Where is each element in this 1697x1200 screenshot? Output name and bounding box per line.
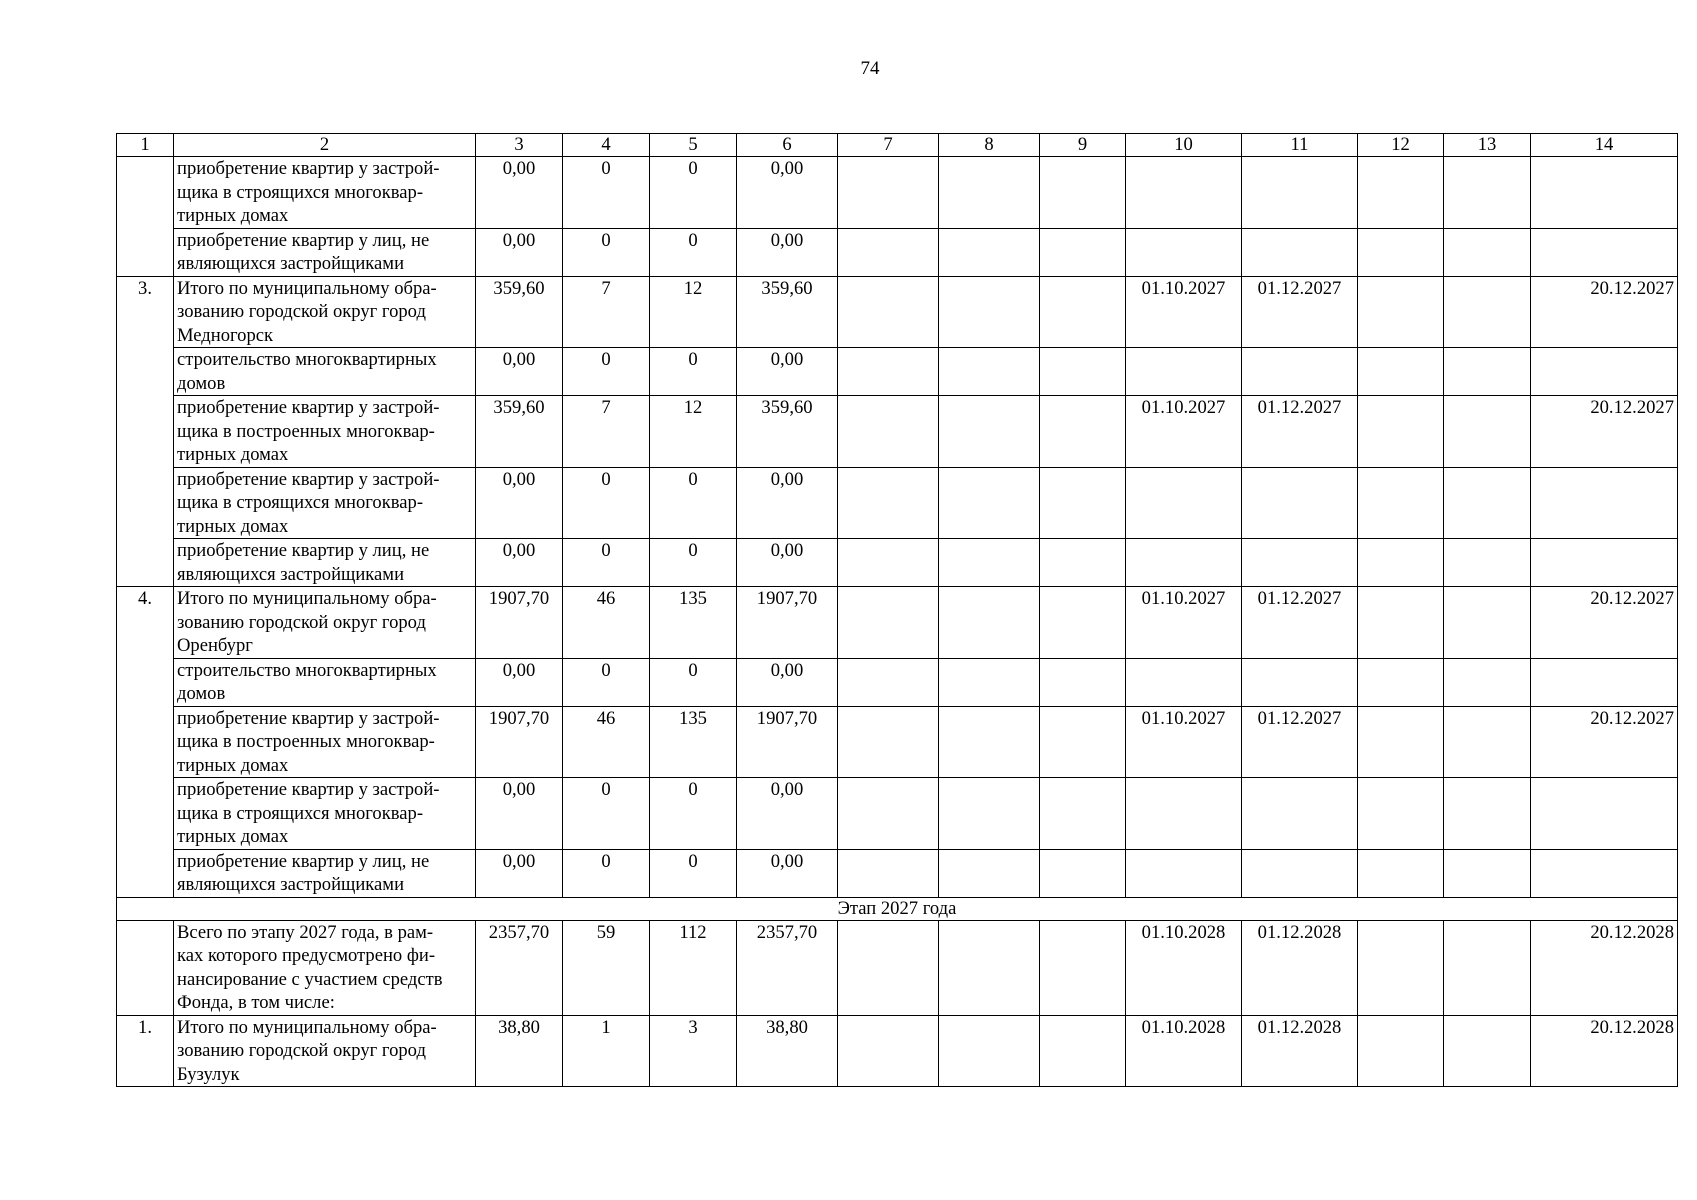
table-row [117,706,1678,778]
cell-col5: 135 [650,587,737,659]
cell-col7 [838,348,939,396]
table-row [117,658,1678,706]
row-description: Итого по муниципальному обра- зованию городской округ город Медногорск [174,276,476,348]
cell-col9 [1040,157,1126,229]
cell-col14 [1531,658,1678,706]
cell-col11 [1242,348,1358,396]
table-row [117,1015,1678,1087]
cell-col13 [1444,587,1531,659]
cell-col4: 7 [563,396,650,468]
cell-col8 [939,587,1040,659]
cell-col8 [939,706,1040,778]
cell-col4: 7 [563,276,650,348]
row-number-cell: 3. [117,276,174,587]
cell-col8 [939,1015,1040,1087]
cell-col9 [1040,348,1126,396]
cell-col13 [1444,467,1531,539]
cell-col5: 0 [650,467,737,539]
table-row [117,228,1678,276]
cell-col8 [939,539,1040,587]
cell-col8 [939,778,1040,850]
cell-col11: 01.12.2028 [1242,1015,1358,1087]
row-number-cell [117,920,174,1015]
row-description: Итого по муниципальному обра- зованию городской округ город Бузулук [174,1015,476,1087]
cell-col10: 01.10.2027 [1126,706,1242,778]
cell-col12 [1358,228,1444,276]
row-number-cell: 4. [117,587,174,898]
cell-col11 [1242,778,1358,850]
cell-col11: 01.12.2028 [1242,920,1358,1015]
cell-col8 [939,467,1040,539]
row-description: приобретение квартир у застрой- щика в строящихся многоквар- тирных домах [174,157,476,229]
cell-col3: 0,00 [476,157,563,229]
cell-col7 [838,539,939,587]
cell-col13 [1444,658,1531,706]
cell-col12 [1358,920,1444,1015]
cell-col13 [1444,1015,1531,1087]
table-row [117,348,1678,396]
cell-col10 [1126,157,1242,229]
cell-col3: 0,00 [476,778,563,850]
cell-col10 [1126,467,1242,539]
row-description: строительство многоквартирных домов [174,348,476,396]
cell-col6: 0,00 [737,539,838,587]
cell-col7 [838,849,939,897]
table-row [117,467,1678,539]
col-header-2: 2 [174,134,476,157]
cell-col7 [838,706,939,778]
cell-col3: 2357,70 [476,920,563,1015]
cell-col5: 135 [650,706,737,778]
cell-col3: 0,00 [476,228,563,276]
cell-col14: 20.12.2027 [1531,706,1678,778]
cell-col13 [1444,920,1531,1015]
cell-col14 [1531,348,1678,396]
cell-col4: 0 [563,849,650,897]
cell-col13 [1444,706,1531,778]
cell-col14: 20.12.2027 [1531,587,1678,659]
cell-col5: 112 [650,920,737,1015]
cell-col7 [838,1015,939,1087]
cell-col7 [838,778,939,850]
cell-col11 [1242,157,1358,229]
cell-col8 [939,849,1040,897]
cell-col3: 0,00 [476,539,563,587]
cell-col5: 0 [650,539,737,587]
table-row [117,396,1678,468]
col-header-8: 8 [939,134,1040,157]
cell-col13 [1444,539,1531,587]
cell-col6: 2357,70 [737,920,838,1015]
cell-col12 [1358,1015,1444,1087]
cell-col10 [1126,849,1242,897]
cell-col12 [1358,157,1444,229]
cell-col4: 0 [563,348,650,396]
cell-col12 [1358,539,1444,587]
cell-col3: 1907,70 [476,587,563,659]
cell-col9 [1040,396,1126,468]
cell-col11 [1242,228,1358,276]
cell-col11 [1242,658,1358,706]
cell-col6: 38,80 [737,1015,838,1087]
cell-col5: 12 [650,396,737,468]
cell-col12 [1358,658,1444,706]
cell-col11: 01.12.2027 [1242,396,1358,468]
table-row [117,276,1678,348]
cell-col10 [1126,658,1242,706]
cell-col13 [1444,778,1531,850]
cell-col14: 20.12.2027 [1531,276,1678,348]
row-number-cell: 1. [117,1015,174,1087]
cell-col13 [1444,396,1531,468]
table-row [117,587,1678,659]
cell-col8 [939,157,1040,229]
cell-col9 [1040,658,1126,706]
cell-col4: 59 [563,920,650,1015]
cell-col11: 01.12.2027 [1242,587,1358,659]
cell-col3: 359,60 [476,396,563,468]
cell-col9 [1040,920,1126,1015]
col-header-12: 12 [1358,134,1444,157]
col-header-3: 3 [476,134,563,157]
cell-col7 [838,396,939,468]
cell-col10: 01.10.2027 [1126,396,1242,468]
row-number-cell [117,157,174,277]
cell-col11: 01.12.2027 [1242,276,1358,348]
cell-col13 [1444,228,1531,276]
table-row [117,157,1678,229]
cell-col9 [1040,849,1126,897]
cell-col12 [1358,849,1444,897]
col-header-9: 9 [1040,134,1126,157]
column-number-header-row [117,134,1678,157]
cell-col4: 0 [563,539,650,587]
cell-col7 [838,157,939,229]
cell-col3: 1907,70 [476,706,563,778]
housing-program-table [116,133,1678,1087]
col-header-7: 7 [838,134,939,157]
page-number: 74 [860,58,880,79]
cell-col13 [1444,157,1531,229]
cell-col6: 0,00 [737,658,838,706]
cell-col11 [1242,849,1358,897]
cell-col8 [939,658,1040,706]
cell-col5: 12 [650,276,737,348]
cell-col11: 01.12.2027 [1242,706,1358,778]
stage-row [117,897,1678,920]
row-description: приобретение квартир у лиц, не являющихся застройщиками [174,228,476,276]
col-header-14: 14 [1531,134,1678,157]
cell-col6: 0,00 [737,467,838,539]
cell-col14 [1531,467,1678,539]
row-description: приобретение квартир у лиц, не являющихся застройщиками [174,849,476,897]
cell-col14 [1531,157,1678,229]
cell-col5: 0 [650,778,737,850]
cell-col11 [1242,467,1358,539]
cell-col9 [1040,587,1126,659]
cell-col13 [1444,348,1531,396]
cell-col4: 1 [563,1015,650,1087]
cell-col12 [1358,706,1444,778]
row-description: приобретение квартир у лиц, не являющихся застройщиками [174,539,476,587]
cell-col6: 359,60 [737,276,838,348]
table-row [117,849,1678,897]
cell-col9 [1040,706,1126,778]
cell-col12 [1358,396,1444,468]
cell-col8 [939,276,1040,348]
cell-col13 [1444,849,1531,897]
cell-col10: 01.10.2028 [1126,920,1242,1015]
cell-col6: 0,00 [737,228,838,276]
cell-col5: 0 [650,658,737,706]
cell-col6: 0,00 [737,348,838,396]
col-header-11: 11 [1242,134,1358,157]
cell-col7 [838,467,939,539]
col-header-5: 5 [650,134,737,157]
col-header-10: 10 [1126,134,1242,157]
cell-col8 [939,920,1040,1015]
col-header-13: 13 [1444,134,1531,157]
cell-col5: 0 [650,157,737,229]
cell-col12 [1358,467,1444,539]
cell-col14: 20.12.2028 [1531,1015,1678,1087]
cell-col11 [1242,539,1358,587]
cell-col10 [1126,348,1242,396]
cell-col6: 1907,70 [737,706,838,778]
cell-col12 [1358,778,1444,850]
cell-col5: 0 [650,348,737,396]
cell-col8 [939,348,1040,396]
cell-col6: 0,00 [737,778,838,850]
row-description: Итого по муниципальному обра- зованию городской округ город Оренбург [174,587,476,659]
cell-col6: 1907,70 [737,587,838,659]
cell-col14 [1531,228,1678,276]
cell-col10: 01.10.2027 [1126,587,1242,659]
cell-col4: 46 [563,587,650,659]
cell-col12 [1358,587,1444,659]
cell-col10 [1126,778,1242,850]
cell-col3: 0,00 [476,467,563,539]
cell-col3: 38,80 [476,1015,563,1087]
cell-col7 [838,658,939,706]
cell-col4: 0 [563,228,650,276]
cell-col6: 359,60 [737,396,838,468]
row-description: приобретение квартир у застрой- щика в строящихся многоквар- тирных домах [174,778,476,850]
cell-col7 [838,276,939,348]
table-row [117,539,1678,587]
col-header-4: 4 [563,134,650,157]
cell-col4: 0 [563,157,650,229]
row-description: Всего по этапу 2027 года, в рам- ках которого предусмотрено фи- нансирование с участием средств Фонда, в том числе: [174,920,476,1015]
cell-col10: 01.10.2027 [1126,276,1242,348]
cell-col12 [1358,276,1444,348]
col-header-6: 6 [737,134,838,157]
cell-col9 [1040,1015,1126,1087]
cell-col10: 01.10.2028 [1126,1015,1242,1087]
cell-col3: 0,00 [476,849,563,897]
cell-col7 [838,587,939,659]
cell-col14 [1531,849,1678,897]
table-row [117,778,1678,850]
cell-col4: 46 [563,706,650,778]
cell-col5: 0 [650,849,737,897]
cell-col3: 0,00 [476,658,563,706]
cell-col10 [1126,228,1242,276]
col-header-1: 1 [117,134,174,157]
cell-col9 [1040,467,1126,539]
cell-col6: 0,00 [737,157,838,229]
cell-col5: 0 [650,228,737,276]
cell-col9 [1040,276,1126,348]
cell-col4: 0 [563,778,650,850]
cell-col14 [1531,539,1678,587]
cell-col5: 3 [650,1015,737,1087]
stage-title: Этап 2027 года [117,897,1678,920]
cell-col13 [1444,276,1531,348]
cell-col8 [939,228,1040,276]
table-row [117,920,1678,1015]
cell-col14: 20.12.2027 [1531,396,1678,468]
cell-col4: 0 [563,467,650,539]
row-description: приобретение квартир у застрой- щика в построенных многоквар- тирных домах [174,706,476,778]
cell-col9 [1040,228,1126,276]
cell-col3: 359,60 [476,276,563,348]
cell-col10 [1126,539,1242,587]
cell-col7 [838,228,939,276]
cell-col9 [1040,539,1126,587]
cell-col7 [838,920,939,1015]
row-description: приобретение квартир у застрой- щика в строящихся многоквар- тирных домах [174,467,476,539]
cell-col14 [1531,778,1678,850]
cell-col6: 0,00 [737,849,838,897]
row-description: строительство многоквартирных домов [174,658,476,706]
cell-col8 [939,396,1040,468]
cell-col14: 20.12.2028 [1531,920,1678,1015]
cell-col4: 0 [563,658,650,706]
cell-col3: 0,00 [476,348,563,396]
cell-col12 [1358,348,1444,396]
row-description: приобретение квартир у застрой- щика в построенных многоквар- тирных домах [174,396,476,468]
cell-col9 [1040,778,1126,850]
